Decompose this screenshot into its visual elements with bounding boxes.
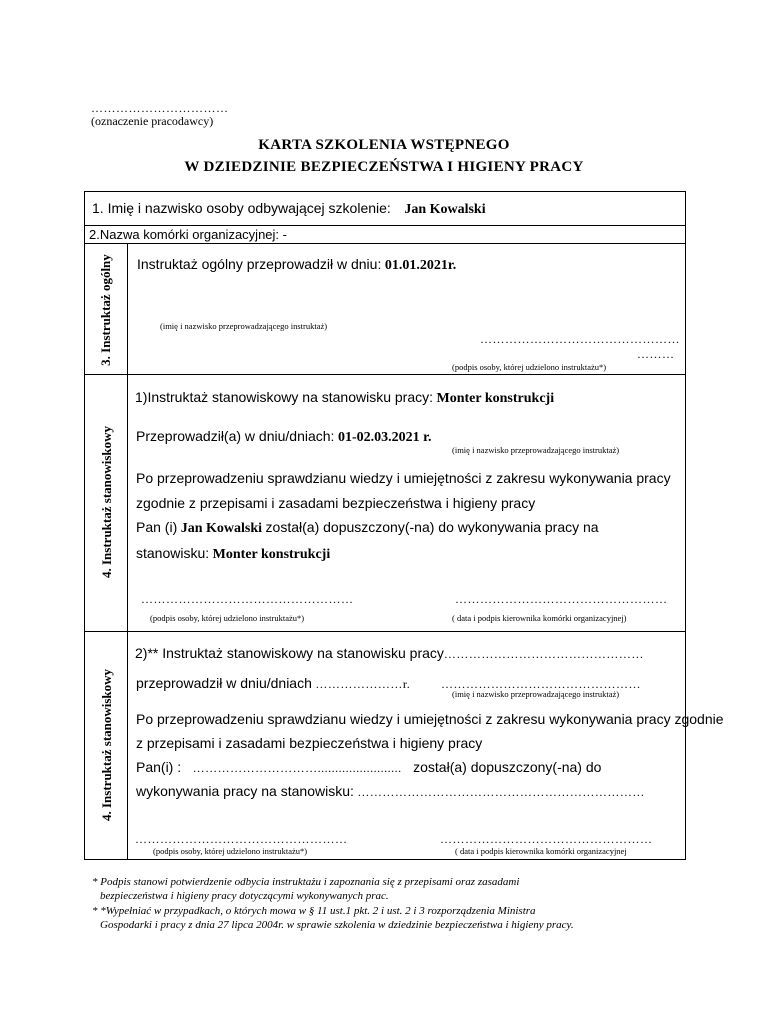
form-title-line1: KARTA SZKOLENIA WSTĘPNEGO xyxy=(258,137,510,153)
general-signature-caption: (podpis osoby, której udzielono instruktażu*) xyxy=(452,362,607,372)
admission2-prefix: Pan(i) : xyxy=(136,759,182,775)
general-training-row xyxy=(137,256,456,274)
workplace-post-admission-row xyxy=(136,545,330,563)
workplace2-instructor-caption: (imię i nazwisko przeprowadzającego instruktaż) xyxy=(452,689,620,699)
department-value: : - xyxy=(275,227,287,242)
department-label: 2.Nazwa komórki organizacyjnej xyxy=(89,227,276,242)
signature-caption-left: (podpis osoby, której udzielono instruktażu*) xyxy=(150,613,305,623)
signature2-caption-right: ( data i podpis kierownika komórki organizacyjnej xyxy=(455,846,627,856)
workplace2-date-dots: …………………r. xyxy=(315,677,411,691)
side-label-general-training: 3. Instruktaż ogólny xyxy=(98,254,113,366)
workplace2-post-dots: ………………………………………… xyxy=(443,647,644,661)
department-row xyxy=(89,227,287,242)
signature-dots-right: …………………………………………… xyxy=(455,592,668,606)
workplace2-instructor-dots: ………………………………………… xyxy=(441,677,641,691)
row-divider xyxy=(84,243,686,244)
form-title-line2: W DZIEDZINIE BEZPIECZEŃSTWA I HIGIENY PRACY xyxy=(184,159,584,175)
trainee-name-label: 1. Imię i nazwisko osoby odbywającej szkolenie: xyxy=(92,200,391,216)
workplace2-post-admission-row xyxy=(136,783,645,801)
admission2-dots: …………………………........................ xyxy=(192,761,402,775)
workplace-instructor-caption: (imię i nazwisko przeprowadzającego instruktaż) xyxy=(452,445,620,455)
table-border-top xyxy=(84,191,686,192)
footnote2-line2: Gospodarki i pracy z dnia 27 lipca 2004r. w sprawie szkolenia w dziedzinie bezpieczeństwa i higieny pracy. xyxy=(100,919,574,931)
admission-prefix: Pan (i) xyxy=(136,519,178,535)
workplace2-paragraph-line1: Po przeprowadzeniu sprawdzianu wiedzy i umiejętności z zakresu wykonywania pracy zgodnie xyxy=(136,711,724,727)
workplace2-date-row xyxy=(136,675,410,693)
workplace2-date-text: przeprowadził w dniu/dniach xyxy=(136,675,312,691)
workplace2-post-row xyxy=(135,645,644,663)
admission2-suffix: został(a) dopuszczony(-na) do xyxy=(413,759,602,775)
table-border-bottom xyxy=(84,859,686,860)
workplace2-paragraph-line2: z przepisami i zasadami bezpieczeństwa i higieny pracy xyxy=(136,735,483,751)
general-training-text: Instruktaż ogólny przeprowadził w dniu: xyxy=(137,256,382,272)
workplace-date-value: 01-02.03.2021 r. xyxy=(337,430,432,445)
general-signature-dots: ……… xyxy=(637,347,675,361)
workplace-date-text: Przeprowadził(a) w dniu/dniach: xyxy=(136,428,335,444)
row-divider xyxy=(84,631,686,632)
admission-suffix: został(a) dopuszczony(-na) do wykonywania pracy na xyxy=(265,519,599,535)
column-divider xyxy=(127,243,128,859)
signature-dots-left: …………………………………………… xyxy=(141,592,354,606)
side-label-workplace-training: 4. Instruktaż stanowiskowy xyxy=(99,425,114,578)
footnote1-line2: bezpieczeństwa i higieny pracy dotyczącymi wykonywanych prac. xyxy=(100,890,389,902)
general-signature-dots: ………………………………………… xyxy=(480,332,680,346)
workplace-post-value: Monter konstrukcji xyxy=(436,391,555,406)
footnote2-line1: * *Wypełniać w przypadkach, o których mowa w § 11 ust.1 pkt. 2 i ust. 2 i 3 rozporządzenia Ministra xyxy=(92,905,536,917)
workplace-post-text: 1)Instruktaż stanowiskowy na stanowisku pracy: xyxy=(135,389,434,405)
footnote1-line1: * Podpis stanowi potwierdzenie odbycia instruktażu i zapoznania się z przepisami oraz zasadami xyxy=(92,876,520,888)
signature2-dots-right: …………………………………………… xyxy=(440,832,653,846)
workplace2-admission-row xyxy=(136,759,601,777)
row-divider xyxy=(84,374,686,375)
signature-caption-right: ( data i podpis kierownika komórki organizacyjnej) xyxy=(452,613,627,623)
post-value: Monter konstrukcji xyxy=(212,547,331,562)
trainee-name-value: Jan Kowalski xyxy=(404,202,486,217)
table-border-left xyxy=(84,191,85,860)
workplace-date-row xyxy=(136,428,432,446)
workplace-admission-row xyxy=(136,519,599,537)
signature2-caption-left: (podpis osoby, której udzielono instruktażu*) xyxy=(153,846,308,856)
workplace-post-row xyxy=(135,389,554,407)
post2-prefix: wykonywania pracy na stanowisku: xyxy=(136,783,354,799)
trainee-name-row xyxy=(92,200,486,218)
workplace-paragraph-line1: Po przeprowadzeniu sprawdzianu wiedzy i umiejętności z zakresu wykonywania pracy xyxy=(136,470,671,486)
side-label-workplace-training-2: 4. Instruktaż stanowiskowy xyxy=(99,668,114,821)
employer-dots: …………………………… xyxy=(91,101,229,115)
table-border-right xyxy=(685,191,686,860)
admission-name: Jan Kowalski xyxy=(180,521,263,536)
general-instructor-caption: (imię i nazwisko przeprowadzającego instruktaż) xyxy=(160,321,328,331)
signature2-dots-left: …………………………………………… xyxy=(135,832,348,846)
post2-dots: …………………………………………………………… xyxy=(357,785,645,799)
workplace2-post-text: 2)** Instruktaż stanowiskowy na stanowisku pracy xyxy=(135,645,444,661)
row-divider xyxy=(84,225,686,226)
employer-label: (oznaczenie pracodawcy) xyxy=(91,114,214,128)
general-training-date: 01.01.2021r. xyxy=(384,258,457,273)
post-prefix: stanowisku: xyxy=(136,545,210,561)
workplace-paragraph-line2: zgodnie z przepisami i zasadami bezpieczeństwa i higieny pracy xyxy=(136,495,536,511)
